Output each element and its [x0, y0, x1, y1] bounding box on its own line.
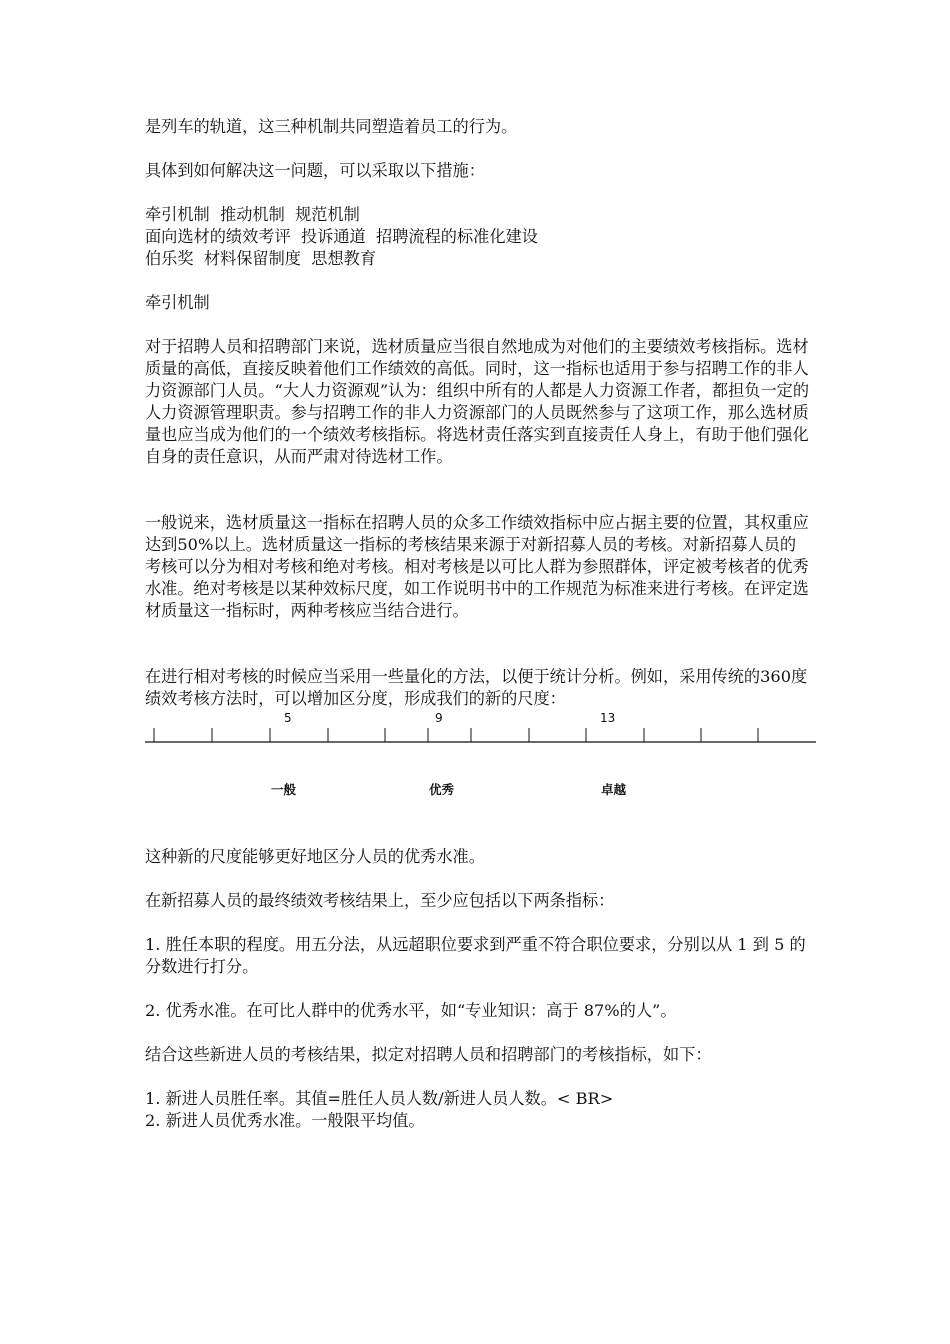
scale-label-outstanding: 卓越 [601, 782, 627, 797]
scale-label-excellent: 优秀 [429, 782, 455, 797]
metric-item-1: 1. 新进人员胜任率。其值=胜任人员人数/新进人员人数。< BR> [145, 1089, 614, 1108]
indicator-item-2: 2. 优秀水准。在可比人群中的优秀水平，如“专业知识：高于 87%的人”。 [145, 1001, 677, 1020]
scale-number: 9 [435, 711, 443, 725]
mechanism-row-2: 面向选材的绩效考评 投诉通道 招聘流程的标准化建设 [145, 227, 538, 246]
paragraph-traction: 对于招聘人员和招聘部门来说，选材质量应当很自然地成为对他们的主要绩效考核指标。选材质量的高低，直接反映着他们工作绩效的高低。同时，这一指标也适用于参与招聘工作的非人力资源部门人员。“大人力资源观”认为：组织中所有的人都是人力资源工作者，都担负一定的人力资源管理职责。参与招聘工作的非人力资源部门的人员既然参与了这项工作，那么选材质量也应当成为他们的一个绩效考核指标。将选材责任落实到直接责任人身上，有助于他们强化自身的责任意识，从而严肃对待选材工作。 [145, 337, 810, 466]
rating-scale [145, 700, 817, 810]
mechanism-row-3: 伯乐奖 材料保留制度 思想教育 [145, 249, 377, 268]
paragraph-conclusion: 结合这些新进人员的考核结果，拟定对招聘人员和招聘部门的考核指标，如下： [145, 1045, 712, 1064]
paragraph-measures: 具体到如何解决这一问题，可以采取以下措施： [145, 161, 485, 180]
paragraph-intro: 是列车的轨道，这三种机制共同塑造着员工的行为。 [145, 117, 518, 136]
paragraph-quantify: 在进行相对考核的时候应当采用一些量化的方法，以便于统计分析。例如，采用传统的360度绩效考核方法时，可以增加区分度，形成我们的新的尺度： [145, 667, 808, 708]
paragraph-indicators-intro: 在新招募人员的最终绩效考核结果上，至少应包括以下两条指标： [145, 891, 615, 910]
indicator-item-1: 1. 胜任本职的程度。用五分法，从远超职位要求到严重不符合职位要求，分别以从 1 到 5 的分数进行打分。 [145, 935, 806, 976]
scale-number: 5 [284, 711, 292, 725]
paragraph-new-scale: 这种新的尺度能够更好地区分人员的优秀水准。 [145, 847, 485, 866]
scale-axis [145, 700, 817, 750]
scale-label-average: 一般 [271, 782, 297, 797]
metric-item-2: 2. 新进人员优秀水准。一般限平均值。 [145, 1111, 425, 1130]
scale-number: 13 [600, 711, 616, 725]
paragraph-weight: 一般说来，选材质量这一指标在招聘人员的众多工作绩效指标中应占据主要的位置，其权重应达到50%以上。选材质量这一指标的考核结果来源于对新招募人员的考核。对新招募人员的考核可以分为相对考核和绝对考核。相对考核是以可比人群为参照群体，评定被考核者的优秀水准。绝对考核是以某种效标尺度，如工作说明书中的工作规范为标准来进行考核。在评定选材质量这一指标时，两种考核应当结合进行。 [145, 513, 809, 620]
section-heading: 牵引机制 [145, 293, 210, 312]
mechanism-row-1: 牵引机制 推动机制 规范机制 [145, 205, 360, 224]
